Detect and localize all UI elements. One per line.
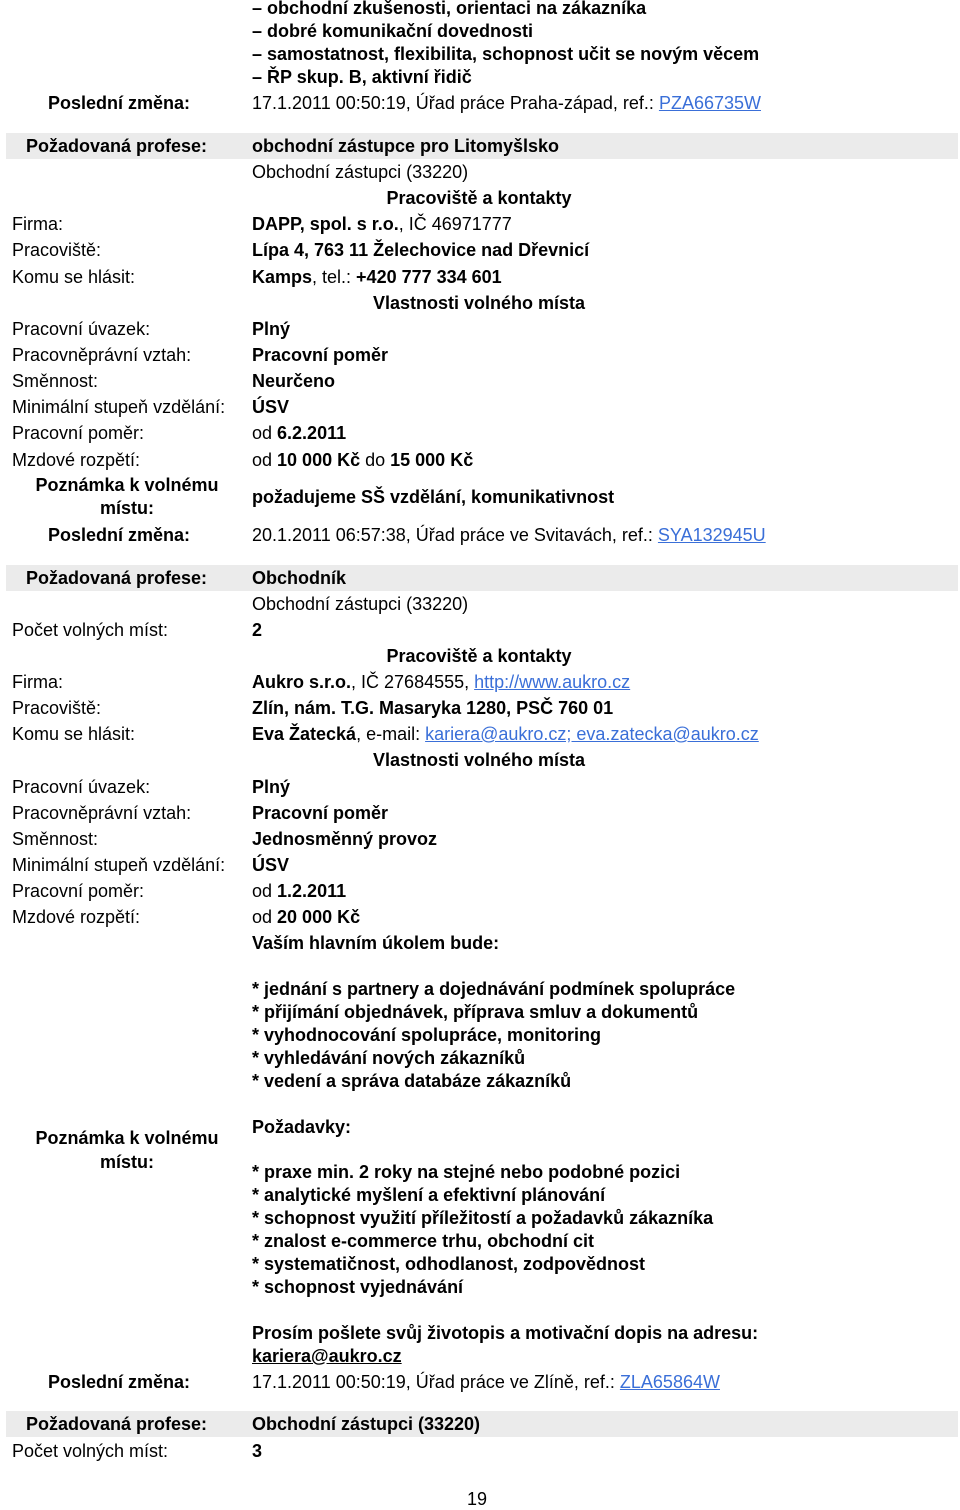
task-item: * vyhodnocování spolupráce, monitoring (252, 1025, 602, 1045)
firm-name: DAPP, spol. s r.o. (252, 214, 399, 234)
last-change-label: Poslední změna: (48, 1372, 191, 1392)
firm-ic: , IČ 46971777 (398, 214, 512, 234)
contact-value (252, 266, 502, 288)
requirement-item: – ŘP skup. B, aktivní řidič (252, 67, 472, 87)
relation-label: Pracovněprávní vztah: (12, 345, 192, 365)
last-change-value (252, 92, 761, 114)
shift-value: Jednosměnný provoz (252, 829, 438, 849)
firm-value (252, 213, 512, 235)
properties-header: Vlastnosti volného místa (372, 293, 586, 313)
contact-label: Komu se hlásit: (12, 724, 136, 744)
profession-value: Obchodník (252, 568, 346, 588)
employment-prefix: od (252, 881, 278, 901)
profession-category: Obchodní zástupci (33220) (252, 162, 469, 182)
relation-value: Pracovní poměr (252, 803, 389, 823)
profession-label: Požadovaná profese: (26, 568, 208, 588)
workplace-label: Pracoviště: (12, 698, 102, 718)
vacancy-count-value: 3 (252, 1441, 263, 1461)
salary-to: 15 000 Kč (390, 450, 474, 470)
employment-label: Pracovní poměr: (12, 881, 145, 901)
requirements-title: Požadavky: (252, 1117, 352, 1137)
ref-link[interactable]: SYA132945U (657, 525, 766, 545)
salary-from: 20 000 Kč (277, 907, 361, 927)
salary-from: 10 000 Kč (277, 450, 361, 470)
profession-value: obchodní zástupce pro Litomyšlsko (252, 136, 560, 156)
education-value: ÚSV (252, 855, 290, 875)
relation-value: Pracovní poměr (252, 345, 389, 365)
education-value: ÚSV (252, 397, 290, 417)
employment-label: Pracovní poměr: (12, 423, 145, 443)
contact-label: Komu se hlásit: (12, 267, 136, 287)
last-change-text: 17.1.2011 00:50:19, Úřad práce Praha-západ, ref.: (252, 93, 659, 113)
requirement-item: * schopnost vyjednávání (252, 1277, 464, 1297)
last-change-text: 20.1.2011 06:57:38, Úřad práce ve Svitavách, ref.: (252, 525, 658, 545)
shift-value: Neurčeno (252, 371, 336, 391)
contact-rest: , e-mail: (356, 724, 426, 744)
requirement-item: * analytické myšlení a efektivní plánování (252, 1185, 606, 1205)
note-value: požadujeme SŠ vzdělání, komunikativnost (252, 487, 615, 507)
application-instruction: Prosím pošlete svůj životopis a motivační dopis na adresu: (252, 1323, 759, 1343)
shift-label: Směnnost: (12, 829, 99, 849)
relation-label: Pracovněprávní vztah: (12, 803, 192, 823)
vacancy-count-label: Počet volných míst: (12, 620, 169, 640)
vacancy-count-value: 2 (252, 620, 263, 640)
contact-name: Eva Žatecká (252, 724, 357, 744)
workload-value: Plný (252, 319, 291, 339)
last-change-label: Poslední změna: (48, 525, 191, 545)
contact-rest: , tel.: (312, 267, 357, 287)
employment-value (252, 880, 346, 902)
contact-value (252, 723, 759, 745)
workplace-value: Zlín, nám. T.G. Masaryka 1280, PSČ 760 01 (252, 698, 614, 718)
requirement-item: – dobré komunikační dovednosti (252, 21, 534, 41)
workload-value: Plný (252, 777, 291, 797)
contact-email-link[interactable]: kariera@aukro.cz; eva.zatecka@aukro.cz (425, 724, 759, 744)
task-item: * přijímání objednávek, příprava smluv a dokumentů (252, 1002, 699, 1022)
firm-label: Firma: (12, 214, 63, 234)
note-label-line2: místu: (100, 1152, 154, 1172)
properties-header: Vlastnosti volného místa (372, 750, 586, 770)
contact-name: Kamps (252, 267, 313, 287)
requirement-item: * systematičnost, odhodlanost, zodpovědnost (252, 1254, 646, 1274)
vacancy-count-label: Počet volných míst: (12, 1441, 169, 1461)
workplace-header: Pracoviště a kontakty (386, 646, 572, 666)
task-item: * jednání s partnery a dojednávání podmínek spolupráce (252, 979, 736, 999)
note-label-line2: místu: (100, 498, 154, 518)
contact-phone: +420 777 334 601 (356, 267, 502, 287)
requirement-item: * praxe min. 2 roky na stejné nebo podobné pozici (252, 1162, 681, 1182)
profession-category: Obchodní zástupci (33220) (252, 594, 469, 614)
salary-from-prefix: od (252, 907, 278, 927)
salary-label: Mzdové rozpětí: (12, 450, 141, 470)
tasks-title: Vaším hlavním úkolem bude: (252, 933, 500, 953)
salary-value (252, 906, 360, 928)
shift-label: Směnnost: (12, 371, 99, 391)
task-item: * vyhledávání nových zákazníků (252, 1048, 526, 1068)
last-change-value (252, 1371, 720, 1393)
salary-label: Mzdové rozpětí: (12, 907, 141, 927)
firm-label: Firma: (12, 672, 63, 692)
profession-label: Požadovaná profese: (26, 136, 208, 156)
firm-ic: , IČ 27684555, (351, 672, 475, 692)
page-number: 19 (467, 1489, 488, 1509)
note-label-line1: Poznámka k volnému (35, 1128, 219, 1148)
requirement-item: – samostatnost, flexibilita, schopnost učit se novým věcem (252, 44, 760, 64)
ref-link[interactable]: ZLA65864W (619, 1372, 720, 1392)
application-email-link[interactable]: kariera@aukro.cz (252, 1346, 402, 1366)
note-label-line1: Poznámka k volnému (35, 475, 219, 495)
profession-value: Obchodní zástupci (33220) (252, 1414, 481, 1434)
firm-website-link[interactable]: http://www.aukro.cz (474, 672, 631, 692)
workplace-header: Pracoviště a kontakty (386, 188, 572, 208)
last-change-value (252, 524, 766, 546)
education-label: Minimální stupeň vzdělání: (12, 397, 226, 417)
last-change-text: 17.1.2011 00:50:19, Úřad práce ve Zlíně, ref.: (252, 1372, 620, 1392)
salary-mid: do (360, 450, 391, 470)
employment-date: 6.2.2011 (277, 423, 347, 443)
firm-name: Aukro s.r.o. (252, 672, 352, 692)
salary-from-prefix: od (252, 450, 278, 470)
firm-value (252, 671, 630, 693)
workplace-value: Lípa 4, 763 11 Želechovice nad Dřevnicí (252, 240, 590, 260)
profession-label: Požadovaná profese: (26, 1414, 208, 1434)
ref-link[interactable]: PZA66735W (658, 93, 761, 113)
last-change-label: Poslední změna: (48, 93, 191, 113)
education-label: Minimální stupeň vzdělání: (12, 855, 226, 875)
employment-prefix: od (252, 423, 278, 443)
employment-date: 1.2.2011 (277, 881, 347, 901)
workload-label: Pracovní úvazek: (12, 777, 151, 797)
task-item: * vedení a správa databáze zákazníků (252, 1071, 572, 1091)
workload-label: Pracovní úvazek: (12, 319, 151, 339)
requirement-item: * znalost e-commerce trhu, obchodní cit (252, 1231, 595, 1251)
workplace-label: Pracoviště: (12, 240, 102, 260)
requirement-item: – obchodní zkušenosti, orientaci na zákazníka (252, 0, 647, 18)
employment-value (252, 422, 346, 444)
salary-value (252, 449, 473, 471)
requirement-item: * schopnost využití příležitostí a požadavků zákazníka (252, 1208, 714, 1228)
